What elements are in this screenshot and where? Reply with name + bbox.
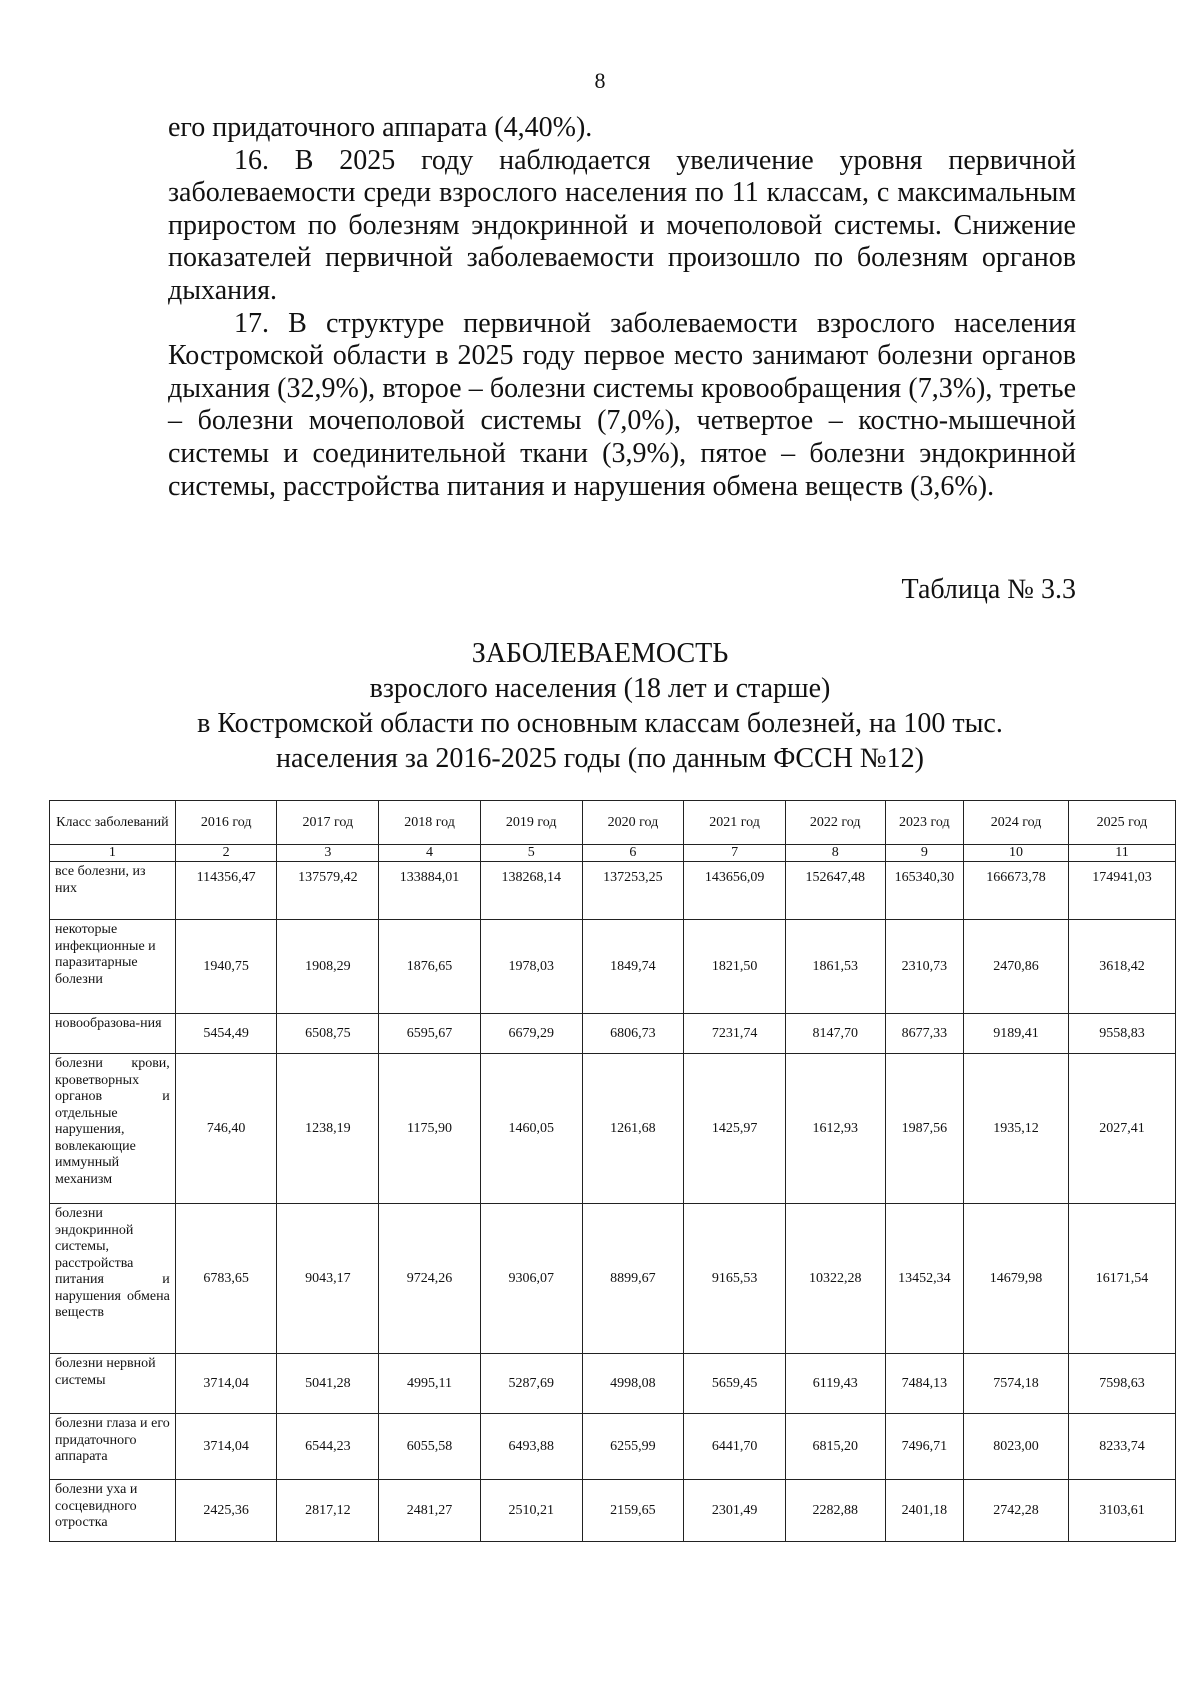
column-number: 7	[684, 845, 786, 862]
column-number: 1	[50, 845, 176, 862]
column-number-row	[50, 845, 1176, 862]
value-cell: 7496,71	[885, 1414, 964, 1480]
class-label: все болезни, из них	[50, 862, 176, 920]
body-text	[168, 112, 1076, 503]
value-cell: 6679,29	[480, 1014, 582, 1054]
value-cell: 114356,47	[175, 862, 277, 920]
table-title	[0, 636, 1200, 776]
value-cell: 6255,99	[582, 1414, 684, 1480]
value-cell: 1175,90	[379, 1054, 481, 1204]
column-number: 11	[1068, 845, 1175, 862]
value-cell: 5041,28	[277, 1354, 379, 1414]
value-cell: 166673,78	[964, 862, 1069, 920]
value-cell: 137579,42	[277, 862, 379, 920]
value-cell: 2425,36	[175, 1480, 277, 1542]
value-cell: 9306,07	[480, 1204, 582, 1354]
value-cell: 2817,12	[277, 1480, 379, 1542]
header-year: 2018 год	[379, 801, 481, 845]
value-cell: 16171,54	[1068, 1204, 1175, 1354]
value-cell: 6493,88	[480, 1414, 582, 1480]
page-number: 8	[594, 68, 606, 93]
table-title-line-4: населения за 2016-2025 годы (по данным ФССН №12)	[276, 743, 924, 774]
column-number: 2	[175, 845, 277, 862]
column-number: 3	[277, 845, 379, 862]
value-cell: 1861,53	[785, 920, 885, 1014]
table-row	[50, 1480, 1176, 1542]
value-cell: 2470,86	[964, 920, 1069, 1014]
value-cell: 6119,43	[785, 1354, 885, 1414]
value-cell: 1261,68	[582, 1054, 684, 1204]
value-cell: 143656,09	[684, 862, 786, 920]
value-cell: 9189,41	[964, 1014, 1069, 1054]
value-cell: 2481,27	[379, 1480, 481, 1542]
paragraph-17: 17. В структуре первичной заболеваемости взрослого населения Костромской области в 2025 году первое место занимают болезни органов дыхания (32,9%), второе – болезни системы кровообращения (7,3%), третье – болезни мочеполовой системы (7,0%), четвертое – костно-мышечной системы и соединительной ткани (3,9%), пятое – болезни эндокринной системы, расстройства питания и нарушения обмена веществ (3,6%).	[168, 307, 1076, 502]
table-row	[50, 1204, 1176, 1354]
value-cell: 6544,23	[277, 1414, 379, 1480]
value-cell: 6595,67	[379, 1014, 481, 1054]
value-cell: 8677,33	[885, 1014, 964, 1054]
value-cell: 2027,41	[1068, 1054, 1175, 1204]
value-cell: 6783,65	[175, 1204, 277, 1354]
column-number: 8	[785, 845, 885, 862]
column-number: 5	[480, 845, 582, 862]
column-number: 10	[964, 845, 1069, 862]
class-label: болезни уха и сосцевидного отростка	[50, 1480, 176, 1542]
value-cell: 9165,53	[684, 1204, 786, 1354]
value-cell: 8233,74	[1068, 1414, 1175, 1480]
value-cell: 8899,67	[582, 1204, 684, 1354]
column-number: 6	[582, 845, 684, 862]
table-row	[50, 1054, 1176, 1204]
value-cell: 7598,63	[1068, 1354, 1175, 1414]
table-label: Таблица № 3.3	[901, 574, 1076, 605]
value-cell: 3714,04	[175, 1414, 277, 1480]
value-cell: 6815,20	[785, 1414, 885, 1480]
value-cell: 6806,73	[582, 1014, 684, 1054]
value-cell: 6055,58	[379, 1414, 481, 1480]
table-row	[50, 1414, 1176, 1480]
value-cell: 3618,42	[1068, 920, 1175, 1014]
table-row	[50, 920, 1176, 1014]
value-cell: 1821,50	[684, 920, 786, 1014]
header-year: 2019 год	[480, 801, 582, 845]
column-number: 9	[885, 845, 964, 862]
value-cell: 152647,48	[785, 862, 885, 920]
class-label: болезни нервной системы	[50, 1354, 176, 1414]
table-title-line-1: ЗАБОЛЕВАЕМОСТЬ	[471, 638, 729, 669]
value-cell: 13452,34	[885, 1204, 964, 1354]
value-cell: 174941,03	[1068, 862, 1175, 920]
value-cell: 2401,18	[885, 1480, 964, 1542]
value-cell: 3103,61	[1068, 1480, 1175, 1542]
value-cell: 7484,13	[885, 1354, 964, 1414]
header-year: 2021 год	[684, 801, 786, 845]
value-cell: 137253,25	[582, 862, 684, 920]
table-row	[50, 1354, 1176, 1414]
value-cell: 1940,75	[175, 920, 277, 1014]
table-title-line-2: взрослого населения (18 лет и старше)	[369, 673, 831, 704]
header-year: 2016 год	[175, 801, 277, 845]
value-cell: 1238,19	[277, 1054, 379, 1204]
value-cell: 10322,28	[785, 1204, 885, 1354]
value-cell: 6508,75	[277, 1014, 379, 1054]
class-label: болезни глаза и его придаточного аппарата	[50, 1414, 176, 1480]
table-row	[50, 862, 1176, 920]
value-cell: 5454,49	[175, 1014, 277, 1054]
value-cell: 2510,21	[480, 1480, 582, 1542]
value-cell: 8023,00	[964, 1414, 1069, 1480]
paragraph-16: 16. В 2025 году наблюдается увеличение уровня первичной заболеваемости среди взрослого населения по 11 классам, с максимальным приростом по болезням эндокринной и мочеполовой системы. Снижение показателей первичной заболеваемости произошло по болезням органов дыхания.	[168, 144, 1076, 306]
header-class: Класс заболеваний	[50, 801, 176, 845]
value-cell: 1612,93	[785, 1054, 885, 1204]
value-cell: 9558,83	[1068, 1014, 1175, 1054]
value-cell: 1849,74	[582, 920, 684, 1014]
value-cell: 2742,28	[964, 1480, 1069, 1542]
value-cell: 3714,04	[175, 1354, 277, 1414]
value-cell: 1876,65	[379, 920, 481, 1014]
value-cell: 1460,05	[480, 1054, 582, 1204]
value-cell: 5659,45	[684, 1354, 786, 1414]
value-cell: 2282,88	[785, 1480, 885, 1542]
table-row	[50, 1014, 1176, 1054]
value-cell: 746,40	[175, 1054, 277, 1204]
value-cell: 9043,17	[277, 1204, 379, 1354]
header-year: 2017 год	[277, 801, 379, 845]
value-cell: 1908,29	[277, 920, 379, 1014]
header-year: 2024 год	[964, 801, 1069, 845]
class-label: некоторые инфекционные и паразитарные болезни	[50, 920, 176, 1014]
value-cell: 8147,70	[785, 1014, 885, 1054]
column-number: 4	[379, 845, 481, 862]
table-header-row	[50, 801, 1176, 845]
class-label: болезни эндокринной системы, расстройства питания и нарушения обмена веществ	[50, 1204, 176, 1354]
value-cell: 14679,98	[964, 1204, 1069, 1354]
value-cell: 1935,12	[964, 1054, 1069, 1204]
class-label: болезни крови, кроветворных органов и отдельные нарушения, вовлекающие иммунный механизм	[50, 1054, 176, 1204]
value-cell: 7574,18	[964, 1354, 1069, 1414]
class-label: новообразова-ния	[50, 1014, 176, 1054]
value-cell: 133884,01	[379, 862, 481, 920]
value-cell: 2310,73	[885, 920, 964, 1014]
value-cell: 2301,49	[684, 1480, 786, 1542]
value-cell: 1987,56	[885, 1054, 964, 1204]
paragraph-continuation: его придаточного аппарата (4,40%).	[168, 112, 593, 143]
header-year: 2020 год	[582, 801, 684, 845]
value-cell: 6441,70	[684, 1414, 786, 1480]
header-year: 2022 год	[785, 801, 885, 845]
table-title-line-3: в Костромской области по основным классам болезней, на 100 тыс.	[197, 708, 1003, 739]
value-cell: 165340,30	[885, 862, 964, 920]
value-cell: 5287,69	[480, 1354, 582, 1414]
morbidity-table	[49, 800, 1176, 1542]
value-cell: 7231,74	[684, 1014, 786, 1054]
value-cell: 138268,14	[480, 862, 582, 920]
header-year: 2025 год	[1068, 801, 1175, 845]
value-cell: 1978,03	[480, 920, 582, 1014]
value-cell: 4995,11	[379, 1354, 481, 1414]
header-year: 2023 год	[885, 801, 964, 845]
value-cell: 1425,97	[684, 1054, 786, 1204]
value-cell: 2159,65	[582, 1480, 684, 1542]
value-cell: 9724,26	[379, 1204, 481, 1354]
value-cell: 4998,08	[582, 1354, 684, 1414]
